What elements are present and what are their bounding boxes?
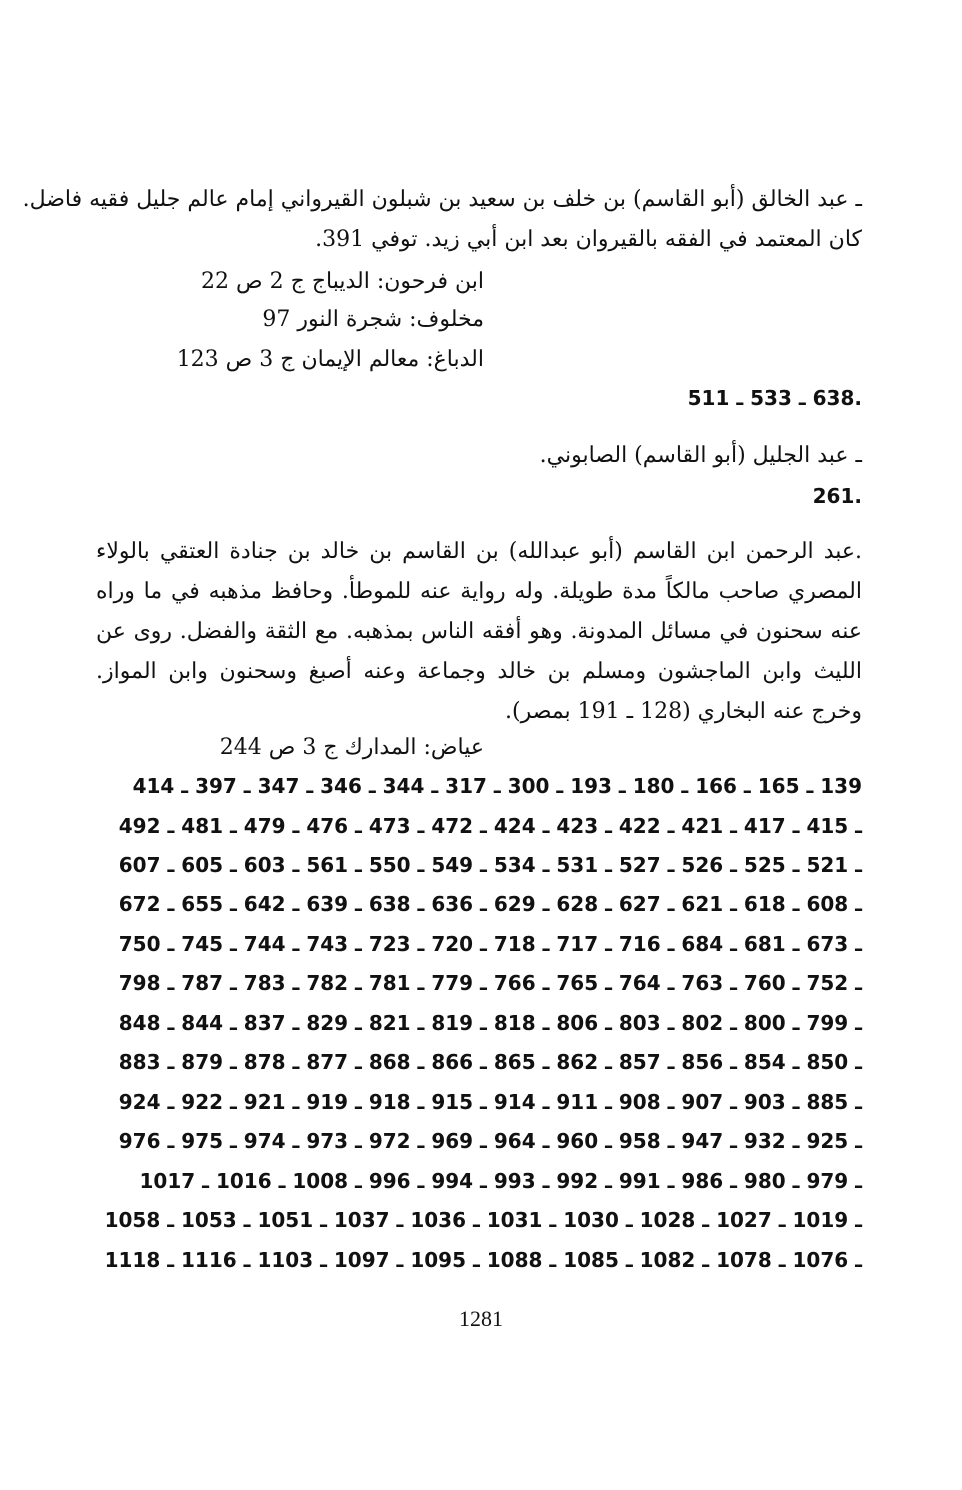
page-list-row: ـ 608 ـ 618 ـ 621 ـ 627 ـ 628 ـ 629 ـ 636 ـ 638 ـ 639 ـ 642 ـ 655 ـ 672 [118, 892, 862, 916]
entry-ibn-al-qasim-biography: .عبد الرحمن ابن القاسم (أبو عبدالله) بن القاسم بن خالد بن جنادة العتقي بالولاء المصري صاحب مالكاً مدة طويلة. وله رواية عنه للموطأ. وحافظ مذهبه في ما وراه عنه سحنون في مسائل المدونة. وهو أفقه الناس بمذهبه. مع الثقة والفضل. روى عن الليث وابن الماجشون ومسلم بن خالد وجماعة وعنه أصبغ وسحنون وابن المواز. وخرج عنه البخاري (128 ـ 191 بمصر). [96, 539, 862, 724]
entry-abd-al-jalil-line-1: ـ عبد الجليل (أبو القاسم) الصابوني. [539, 443, 862, 468]
reference-iyad-madarik: عياض: المدارك ج 3 ص 244 [219, 735, 484, 760]
page-number: 1281 [459, 1306, 503, 1331]
page-list-row: ـ 415 ـ 417 ـ 421 ـ 422 ـ 423 ـ 424 ـ 472 ـ 473 ـ 476 ـ 479 ـ 481 ـ 492 [118, 814, 862, 838]
page-list-row: 139 ـ 165 ـ 166 ـ 180 ـ 193 ـ 300 ـ 317 ـ 344 ـ 346 ـ 347 ـ 397 ـ 414 [132, 774, 862, 798]
page-list-row: ـ 925 ـ 932 ـ 947 ـ 958 ـ 960 ـ 964 ـ 969 ـ 972 ـ 973 ـ 974 ـ 975 ـ 976 [118, 1129, 862, 1153]
page-list-row: ـ 1019 ـ 1027 ـ 1028 ـ 1030 ـ 1031 ـ 1036 ـ 1037 ـ 1051 ـ 1053 ـ 1058 [104, 1208, 862, 1232]
page-list-row: ـ 979 ـ 980 ـ 986 ـ 991 ـ 992 ـ 993 ـ 994 ـ 996 ـ 1008 ـ 1016 ـ 1017 [139, 1169, 862, 1193]
page-list-row: ـ 1076 ـ 1078 ـ 1082 ـ 1085 ـ 1088 ـ 1095 ـ 1097 ـ 1103 ـ 1116 ـ 1118 [104, 1248, 862, 1272]
page-list-row: ـ 885 ـ 903 ـ 907 ـ 908 ـ 911 ـ 914 ـ 915 ـ 918 ـ 919 ـ 921 ـ 922 ـ 924 [118, 1090, 862, 1114]
page-list-row: ـ 521 ـ 525 ـ 526 ـ 527 ـ 531 ـ 534 ـ 549 ـ 550 ـ 561 ـ 603 ـ 605 ـ 607 [118, 853, 862, 877]
entry-abd-al-jalil-page-list: .261 [812, 484, 862, 508]
entry-abd-al-khaliq-line-2: كان المعتمد في الفقه بالقيروان بعد ابن أبي زيد. توفي 391. [315, 227, 862, 252]
entry-abd-al-khaliq-page-list: .638 ـ 533 ـ 511 [687, 386, 862, 410]
page-list-row: ـ 752 ـ 760 ـ 763 ـ 764 ـ 765 ـ 766 ـ 779 ـ 781 ـ 782 ـ 783 ـ 787 ـ 798 [118, 971, 862, 995]
reference-ibn-farhun: ابن فرحون: الديباج ج 2 ص 22 [201, 269, 484, 294]
reference-makhluf: مخلوف: شجرة النور 97 [262, 307, 484, 332]
page-list-row: ـ 673 ـ 681 ـ 684 ـ 716 ـ 717 ـ 718 ـ 720 ـ 723 ـ 743 ـ 744 ـ 745 ـ 750 [118, 932, 862, 956]
reference-dabbagh: الدباغ: معالم الإيمان ج 3 ص 123 [176, 347, 484, 372]
page-list-row: ـ 850 ـ 854 ـ 856 ـ 857 ـ 862 ـ 865 ـ 866 ـ 868 ـ 877 ـ 878 ـ 879 ـ 883 [118, 1050, 862, 1074]
entry-abd-al-khaliq-line-1: ـ عبد الخالق (أبو القاسم) بن خلف بن سعيد بن شبلون القيرواني إمام عالم جليل فقيه فاضل. [22, 187, 862, 212]
page-list-row: ـ 799 ـ 800 ـ 802 ـ 803 ـ 806 ـ 818 ـ 819 ـ 821 ـ 829 ـ 837 ـ 844 ـ 848 [118, 1011, 862, 1035]
